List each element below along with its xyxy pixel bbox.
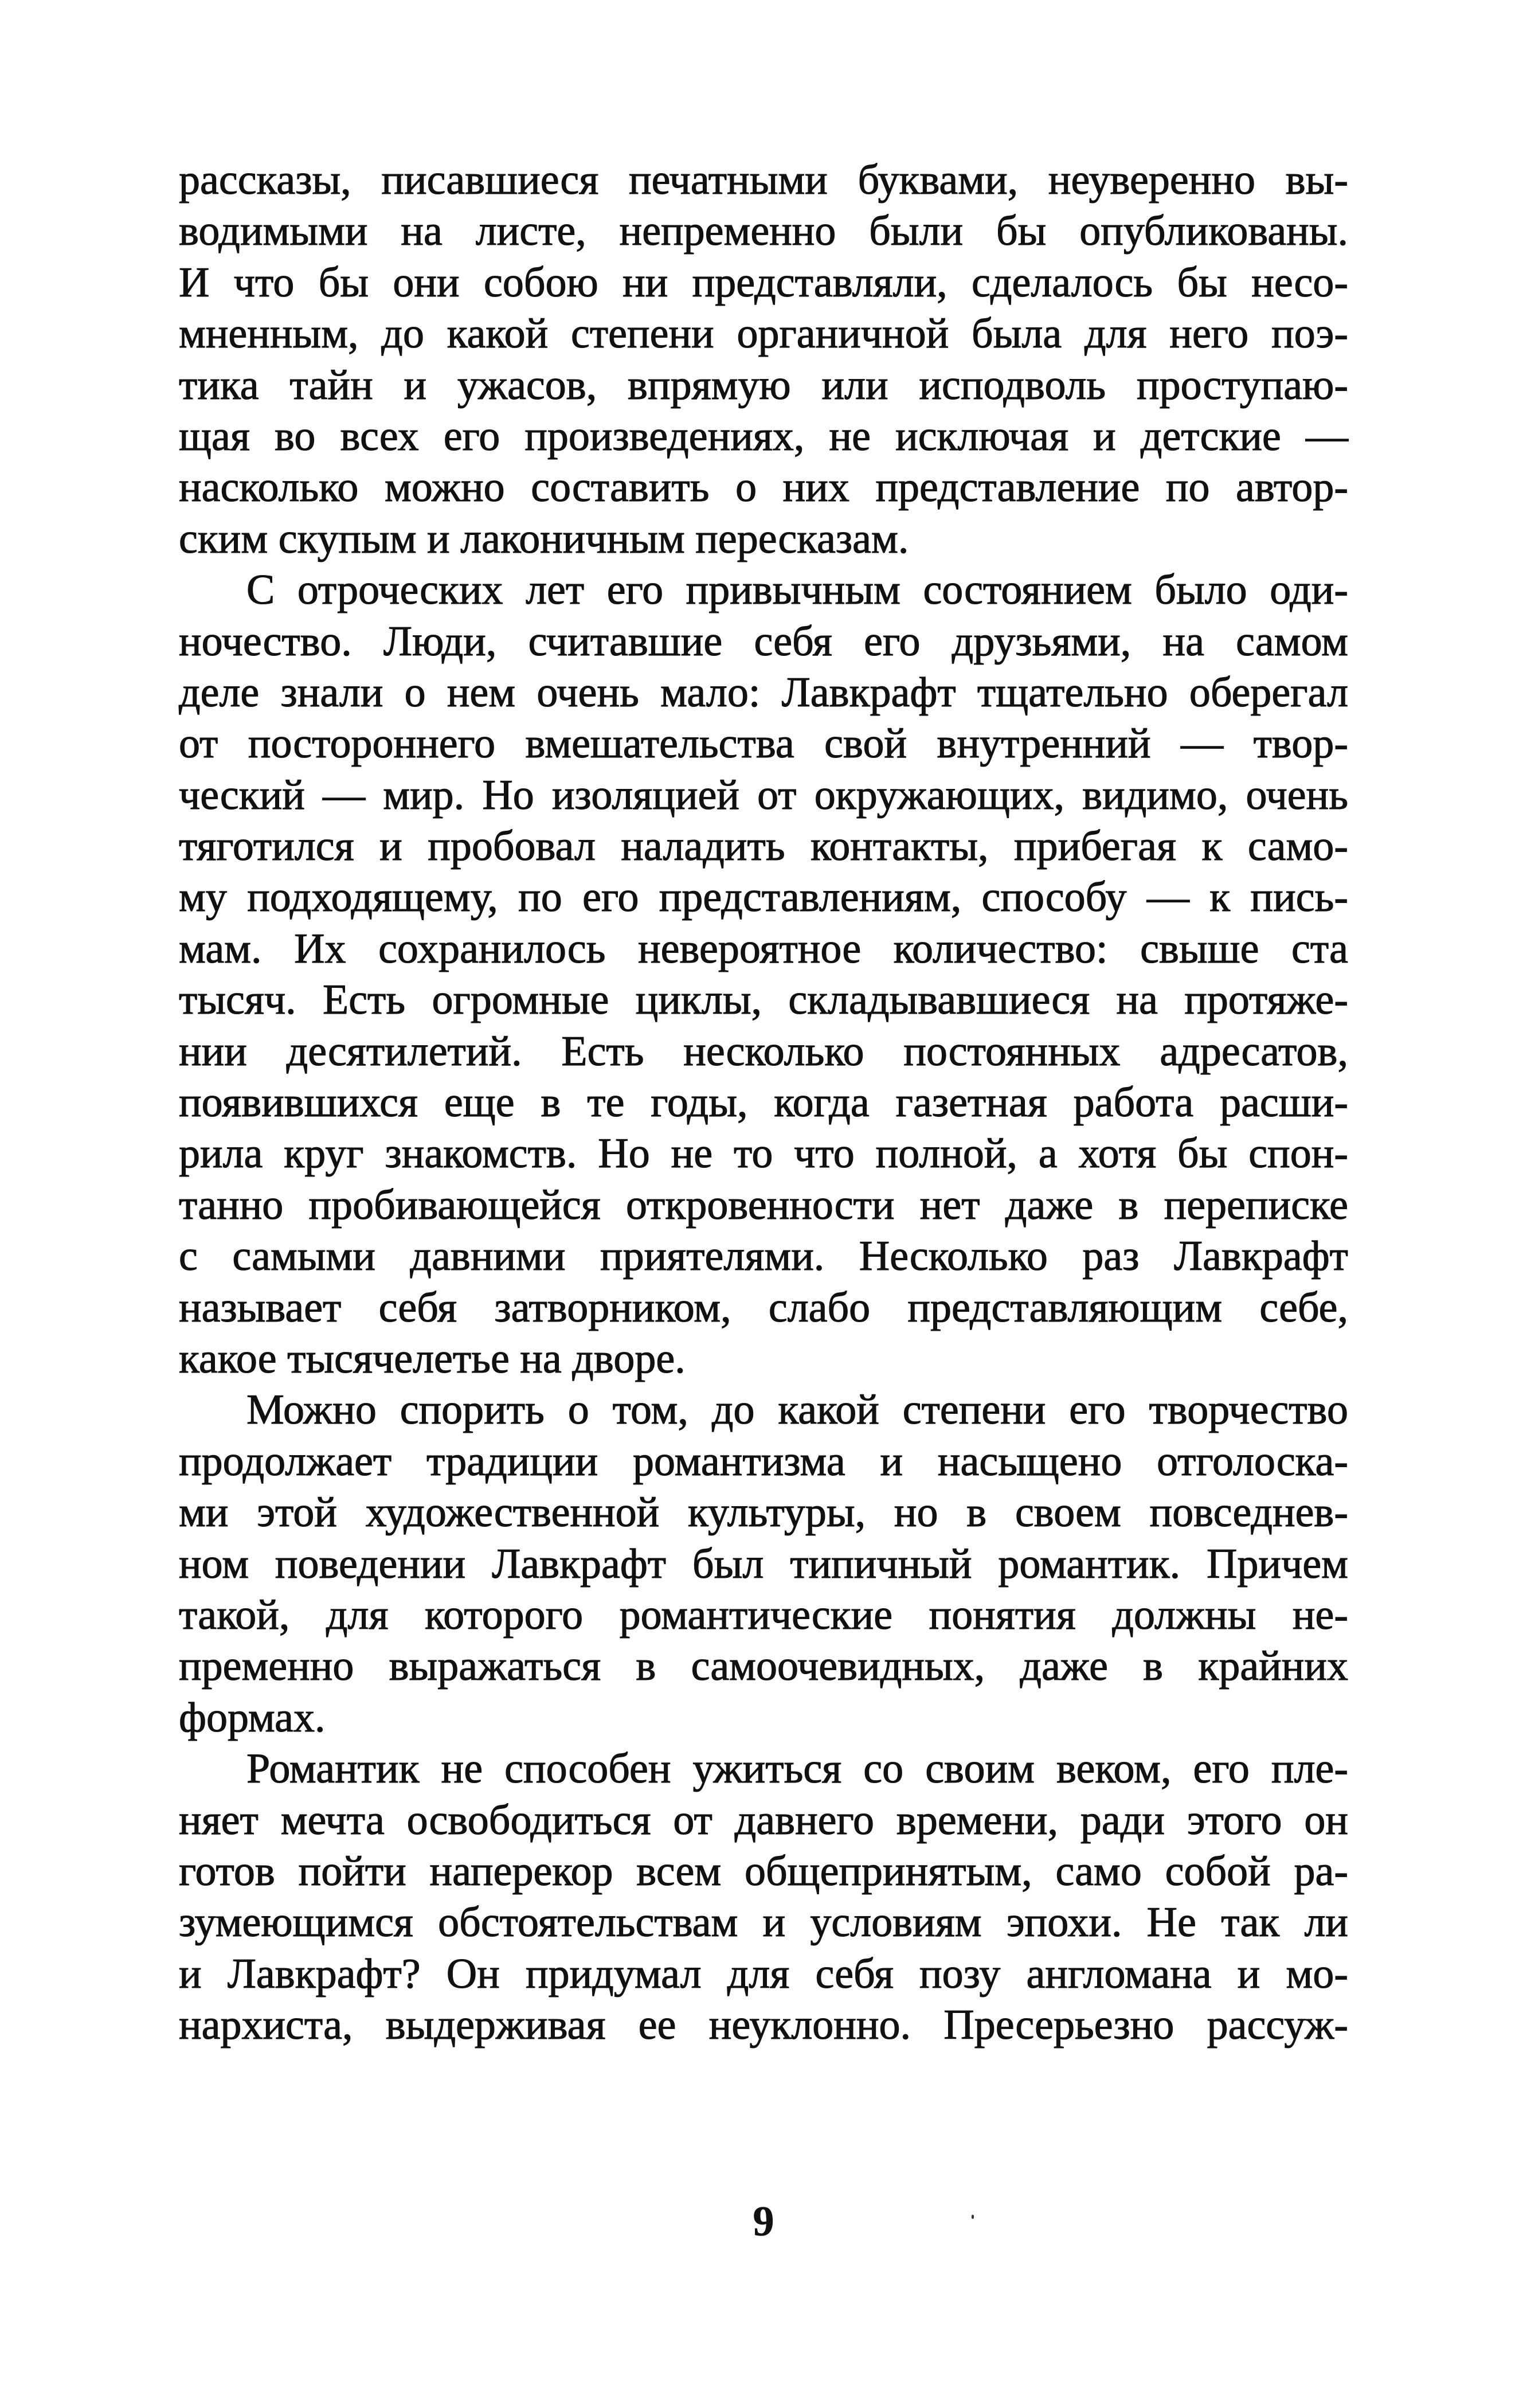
text-line: ми этой художественной культуры, но в своем повседнев- — [179, 1489, 1348, 1537]
text-line: Романтик не способен ужиться со своим веком, его пле- — [246, 1745, 1348, 1793]
text-line: пременно выражаться в самоочевидных, даже в крайних — [179, 1643, 1348, 1690]
text-line: няет мечта освободиться от давнего времени, ради этого он — [179, 1796, 1348, 1844]
text-line: рассказы, писавшиеся печатными буквами, неуверенно вы- — [179, 157, 1348, 204]
paragraph — [179, 155, 1348, 565]
text-line: ном поведении Лавкрафт был типичный романтик. Причем — [179, 1540, 1348, 1588]
text-line: водимыми на листе, непременно были бы опубликованы. — [179, 208, 1348, 255]
text-line: Можно спорить о том, до какой степени его творчество — [246, 1386, 1348, 1434]
text-line: щая во всех его произведениях, не исключая и детские — — [179, 412, 1348, 460]
page-number: 9 — [753, 2198, 774, 2245]
text-line: зумеющимся обстоятельствам и условиям эпохи. Не так ли — [179, 1899, 1348, 1946]
text-line: продолжает традиции романтизма и насыщено отголоска- — [179, 1437, 1348, 1485]
text-line: называет себя затворником, слабо представляющим себе, — [179, 1284, 1348, 1331]
text-line: нархиста, выдерживая ее неуклонно. Пресерьезно рассуж- — [179, 2002, 1348, 2049]
text-line: от постороннего вмешательства свой внутренний — твор- — [179, 720, 1348, 768]
text-line: такой, для которого романтические понятия должны не- — [179, 1591, 1348, 1639]
text-line: С отроческих лет его привычным состоянием было оди- — [246, 566, 1348, 614]
text-line: формах. — [179, 1694, 326, 1741]
text-line: насколько можно составить о них представление по автор- — [179, 464, 1348, 511]
text-line: нии десятилетий. Есть несколько постоянных адресатов, — [179, 1027, 1348, 1075]
paragraph — [179, 1385, 1348, 1744]
text-line: тысяч. Есть огромные циклы, складывавшиеся на протяже- — [179, 976, 1348, 1024]
text-line: И что бы они собою ни представляли, сделалось бы несо- — [179, 259, 1348, 306]
text-line: тика тайн и ужасов, впрямую или исподволь проступаю- — [179, 361, 1348, 409]
text-line: появившихся еще в те годы, когда газетная работа расши- — [179, 1079, 1348, 1127]
text-line: тяготился и пробовал наладить контакты, прибегая к само- — [179, 823, 1348, 870]
body-text — [179, 155, 1348, 2051]
text-line: танно пробивающейся откровенности нет даже в переписке — [179, 1181, 1348, 1229]
paragraph — [179, 1744, 1348, 2051]
text-line: и Лавкрафт? Он придумал для себя позу англомана и мо- — [179, 1950, 1348, 1997]
print-speck — [972, 2215, 974, 2219]
text-line: ским скупым и лаконичным пересказам. — [179, 515, 909, 562]
text-line: с самыми давними приятелями. Несколько раз Лавкрафт — [179, 1233, 1348, 1280]
text-line: ночество. Люди, считавшие себя его друзьями, на самом — [179, 617, 1348, 665]
text-line: готов пойти наперекор всем общепринятым, само собой ра- — [179, 1847, 1348, 1895]
text-line: му подходящему, по его представлениям, способу — к пись- — [179, 874, 1348, 921]
paragraph — [179, 565, 1348, 1385]
text-line: деле знали о нем очень мало: Лавкрафт тщательно оберегал — [179, 669, 1348, 716]
text-line: рила круг знакомств. Но не то что полной, а хотя бы спон- — [179, 1130, 1348, 1178]
text-line: мненным, до какой степени органичной была для него поэ- — [179, 310, 1348, 358]
text-line: какое тысячелетье на дворе. — [179, 1335, 686, 1382]
text-line: ческий — мир. Но изоляцией от окружающих, видимо, очень — [179, 771, 1348, 819]
text-line: мам. Их сохранилось невероятное количество: свыше ста — [179, 925, 1348, 972]
